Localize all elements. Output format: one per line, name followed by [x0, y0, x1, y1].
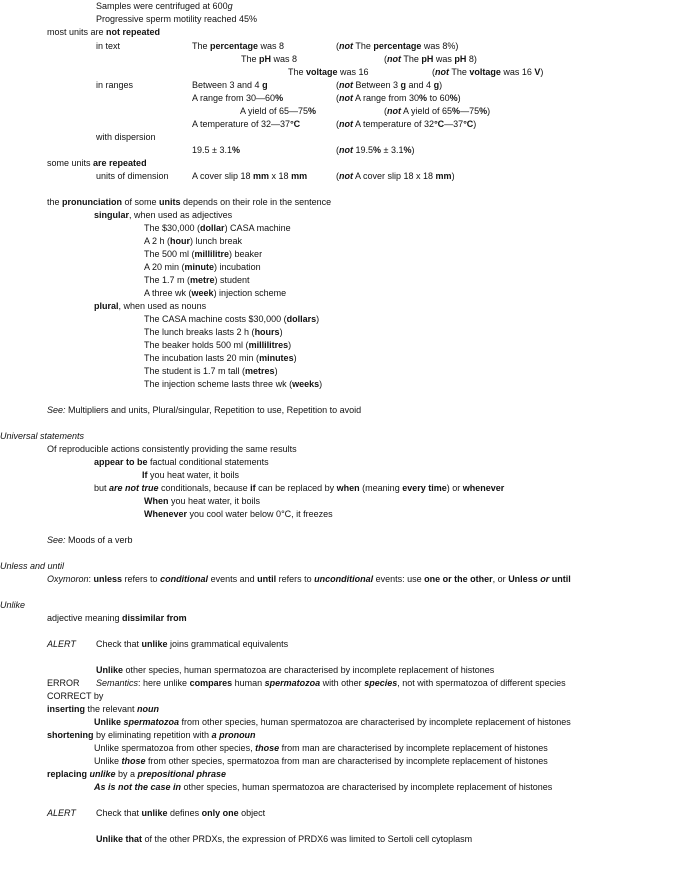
text-run: adjective meaning	[47, 613, 123, 623]
text-run: °C	[463, 119, 474, 129]
text-run: replacing	[47, 769, 90, 779]
text-run: The student is 1.7 m tall (	[144, 366, 246, 376]
text-run: )	[288, 340, 292, 350]
text-line	[144, 288, 286, 299]
text-run: species	[364, 678, 398, 688]
text-line	[96, 80, 133, 91]
text-run: Unlike	[0, 600, 26, 610]
text-run: unlike	[141, 808, 168, 818]
text-run: dollar	[200, 223, 225, 233]
text-line	[336, 119, 476, 130]
text-run: The	[401, 54, 422, 64]
text-run: %	[403, 145, 412, 155]
text-line	[144, 327, 283, 338]
text-line	[336, 145, 415, 156]
text-run: A yield of 65—75	[240, 106, 309, 116]
text-line	[144, 262, 261, 273]
text-line	[0, 561, 64, 572]
text-run: Check that	[96, 639, 142, 649]
text-run: )	[293, 353, 297, 363]
text-run: shortening	[47, 730, 94, 740]
text-run: voltage	[469, 67, 501, 77]
text-run: )	[411, 145, 415, 155]
text-run: a pronoun	[211, 730, 256, 740]
text-run: Multipliers and units, Plural/singular, Repetition to use, Repetition to avoid	[65, 405, 362, 415]
text-run: ALERT	[47, 808, 76, 818]
text-run: If	[142, 470, 148, 480]
text-run: Unless	[508, 574, 541, 584]
text-run: A three wk (	[144, 288, 192, 298]
text-run: of some	[122, 197, 160, 207]
text-run: The beaker holds 500 ml (	[144, 340, 249, 350]
text-run: not	[387, 54, 401, 64]
text-run: pronunciation	[62, 197, 123, 207]
text-run: A range from 30	[353, 93, 420, 103]
text-run: Unlike spermatozoa from other species,	[94, 743, 256, 753]
text-run: week	[191, 288, 214, 298]
text-run: whenever	[462, 483, 505, 493]
text-line	[144, 509, 333, 520]
text-run: A 2 h (	[144, 236, 171, 246]
text-run: spermatozoa	[123, 717, 180, 727]
text-run: are not true	[109, 483, 159, 493]
text-run: mm	[291, 171, 308, 181]
text-line	[192, 93, 283, 104]
text-run: , not with spermatozoa of different species	[397, 678, 566, 688]
text-run: you heat water, it boils	[147, 470, 240, 480]
text-run: )	[473, 119, 477, 129]
text-run: The $30,000 (	[144, 223, 201, 233]
text-run: voltage	[306, 67, 338, 77]
text-line	[47, 158, 147, 169]
text-run: °C	[290, 119, 301, 129]
text-run: one or the other	[424, 574, 493, 584]
text-run: Semantics	[96, 678, 139, 688]
text-run: pH	[454, 54, 467, 64]
text-run: percentage	[210, 41, 259, 51]
text-run: was 16	[500, 67, 535, 77]
text-run: to 60	[427, 93, 450, 103]
text-run: Between 3 and 4	[192, 80, 263, 90]
text-run: g	[262, 80, 268, 90]
text-run: minutes	[259, 353, 294, 363]
text-line	[96, 665, 494, 676]
text-run: 8)	[466, 54, 477, 64]
text-run: mm	[253, 171, 270, 181]
text-run: g	[227, 1, 233, 11]
text-run: The injection scheme lasts three wk (	[144, 379, 293, 389]
text-run: Between 3	[353, 80, 401, 90]
text-run: dissimilar from	[122, 613, 187, 623]
text-run: (	[336, 80, 339, 90]
text-run: (	[384, 54, 387, 64]
text-run: or	[540, 574, 550, 584]
text-run: (	[336, 145, 339, 155]
text-run: %	[449, 93, 458, 103]
text-run: plural	[94, 301, 119, 311]
text-line	[47, 691, 103, 702]
text-run: As is not the case in	[94, 782, 182, 792]
text-line	[47, 535, 133, 546]
text-line	[47, 678, 80, 689]
text-line	[47, 639, 76, 650]
text-line	[47, 704, 159, 715]
text-run: The	[288, 67, 307, 77]
text-line	[96, 834, 472, 845]
text-run: A range from 30—60	[192, 93, 276, 103]
text-run: Unlike that	[96, 834, 143, 844]
text-run: units	[159, 197, 181, 207]
text-line	[0, 600, 25, 611]
text-run: minute	[184, 262, 215, 272]
text-line	[94, 782, 552, 793]
text-run: unlike	[89, 769, 116, 779]
text-run: in text	[96, 41, 121, 51]
text-run: See:	[47, 535, 66, 545]
text-run: ALERT	[47, 639, 76, 649]
text-run: %	[231, 145, 240, 155]
text-line	[47, 613, 187, 624]
text-line	[47, 405, 361, 416]
text-run: Of reproducible actions consistently providing the same results	[47, 444, 297, 454]
text-line	[96, 171, 169, 182]
text-run: from man are characterised by incomplete replacement of histones	[279, 743, 548, 753]
text-run: until	[549, 574, 571, 584]
text-run: the relevant	[85, 704, 138, 714]
text-run: °C	[434, 119, 445, 129]
text-line	[384, 54, 477, 65]
text-line	[192, 171, 307, 182]
text-run: x 18	[269, 171, 292, 181]
text-run: 19.5	[353, 145, 374, 155]
text-run: metre	[190, 275, 215, 285]
text-run: but	[94, 483, 110, 493]
text-run: (meaning	[359, 483, 403, 493]
text-run: , or	[492, 574, 509, 584]
text-run: and 4	[406, 80, 434, 90]
text-line	[47, 197, 331, 208]
text-line	[192, 119, 300, 130]
text-run: The CASA machine costs $30,000 (	[144, 314, 287, 324]
text-line	[94, 756, 548, 767]
text-line	[47, 730, 256, 741]
text-run: ERROR	[47, 678, 80, 688]
text-run: CORRECT by	[47, 691, 104, 701]
text-run: human	[232, 678, 265, 688]
text-run: compares	[189, 678, 233, 688]
text-line	[96, 14, 257, 25]
text-run: mm	[435, 171, 452, 181]
text-run: not	[339, 171, 353, 181]
text-run: pH	[259, 54, 272, 64]
text-line	[96, 41, 120, 52]
text-run: —37	[444, 119, 464, 129]
text-run: weeks	[292, 379, 320, 389]
text-line	[96, 132, 156, 143]
text-run: millilitres	[248, 340, 289, 350]
text-run: millilitre	[194, 249, 230, 259]
text-line	[144, 366, 278, 377]
text-run: when	[336, 483, 360, 493]
text-run: : here unlike	[138, 678, 190, 688]
text-line	[192, 80, 268, 91]
text-run: See:	[47, 405, 66, 415]
text-run: events and	[208, 574, 258, 584]
text-run: some units	[47, 158, 94, 168]
text-run: not	[339, 119, 353, 129]
text-line	[288, 67, 369, 78]
text-run: )	[316, 314, 320, 324]
text-run: units of dimension	[96, 171, 169, 181]
text-run: Progressive sperm motility reached 45%	[96, 14, 258, 24]
text-line	[94, 483, 504, 494]
text-run: The	[241, 54, 260, 64]
text-run: not repeated	[106, 27, 161, 37]
text-run: ± 3.1	[381, 145, 404, 155]
text-line	[432, 67, 543, 78]
text-line	[144, 379, 322, 390]
text-run: )	[451, 171, 455, 181]
text-run: (	[336, 93, 339, 103]
text-run: )	[439, 80, 443, 90]
text-run: conditionals, because	[158, 483, 251, 493]
text-run: Unlike	[94, 756, 122, 766]
text-run: hours	[254, 327, 280, 337]
text-run: with other	[320, 678, 365, 688]
text-run: ) lunch break	[190, 236, 243, 246]
text-run: V	[534, 67, 541, 77]
text-run: until	[257, 574, 277, 584]
text-line	[47, 574, 571, 585]
text-run: depends on their role in the sentence	[180, 197, 332, 207]
text-run: Moods of a verb	[65, 535, 133, 545]
text-run: dollars	[286, 314, 317, 324]
text-run: from other species, human spermatozoa are characterised by incomplete replacement of histones	[179, 717, 571, 727]
text-line	[144, 353, 297, 364]
text-run: object	[238, 808, 266, 818]
text-run: those	[255, 743, 280, 753]
text-run: those	[121, 756, 146, 766]
text-run: percentage	[373, 41, 422, 51]
text-run: factual conditional statements	[147, 457, 269, 467]
text-run: Universal statements	[0, 431, 85, 441]
text-run: )	[274, 366, 278, 376]
text-run: spermatozoa	[264, 678, 321, 688]
text-line	[47, 444, 297, 455]
text-run: pH	[421, 54, 434, 64]
text-run: ) injection scheme	[213, 288, 287, 298]
text-run: events: use	[373, 574, 425, 584]
text-line	[192, 145, 240, 156]
text-run: in ranges	[96, 80, 134, 90]
text-run: Check that	[96, 808, 142, 818]
text-run: The 1.7 m (	[144, 275, 191, 285]
text-run: When	[144, 496, 169, 506]
text-run: was 8	[258, 41, 285, 51]
text-line	[144, 340, 291, 351]
text-run: by a	[115, 769, 138, 779]
text-run: )	[279, 327, 283, 337]
text-run: if	[250, 483, 256, 493]
text-run: inserting	[47, 704, 86, 714]
text-line	[94, 717, 571, 728]
text-run: from other species, spermatozoa from man are characterised by incomplete replacement of histones	[145, 756, 548, 766]
text-run: Samples were centrifuged at 600	[96, 1, 228, 11]
text-run: A yield of 65	[401, 106, 453, 116]
text-run: The 500 ml (	[144, 249, 195, 259]
text-run: %	[373, 145, 382, 155]
text-run: %	[275, 93, 284, 103]
text-run: )	[540, 67, 544, 77]
text-run: , when used as adjectives	[129, 210, 233, 220]
text-run: appear to be	[94, 457, 148, 467]
text-run: can be replaced by	[255, 483, 337, 493]
text-run: by eliminating repetition with	[93, 730, 212, 740]
text-line	[144, 275, 250, 286]
text-run: —75	[460, 106, 480, 116]
text-run: not	[387, 106, 401, 116]
text-line	[144, 249, 262, 260]
text-run: was 8	[271, 54, 298, 64]
text-run: g	[433, 80, 440, 90]
text-run: A temperature of 32	[353, 119, 435, 129]
text-line	[96, 808, 265, 819]
text-run: )	[457, 93, 461, 103]
text-run: not	[339, 145, 353, 155]
text-run: was	[433, 54, 455, 64]
text-line	[144, 223, 291, 234]
text-line	[96, 678, 566, 689]
text-run: was 16	[337, 67, 369, 77]
text-run: defines	[167, 808, 202, 818]
text-run: A temperature of 32—37	[192, 119, 291, 129]
text-run: ) incubation	[214, 262, 261, 272]
text-run: ) beaker	[229, 249, 263, 259]
text-line	[240, 106, 316, 117]
text-run: ) or	[446, 483, 463, 493]
text-run: Unlike	[94, 717, 124, 727]
text-run: prepositional phrase	[137, 769, 227, 779]
text-line	[0, 431, 84, 442]
text-run: other species, human spermatozoa are characterised by incomplete replacement of histones	[123, 665, 495, 675]
text-run: unless	[93, 574, 123, 584]
text-run: with dispersion	[96, 132, 156, 142]
text-run: every time	[402, 483, 447, 493]
text-line	[96, 639, 288, 650]
text-line	[144, 314, 319, 325]
text-run: The	[449, 67, 470, 77]
text-line	[94, 210, 232, 221]
text-run: , when used as nouns	[118, 301, 207, 311]
text-run: of the other PRDXs, the expression of PRDX6 was limited to Sertoli cell cytoplasm	[142, 834, 473, 844]
text-run: ) CASA machine	[224, 223, 291, 233]
text-run: Unless and until	[0, 561, 65, 571]
text-run: most units are	[47, 27, 107, 37]
text-run: are repeated	[93, 158, 147, 168]
text-run: A cover slip 18	[192, 171, 254, 181]
text-run: (	[336, 171, 339, 181]
text-run: hour	[170, 236, 191, 246]
text-line	[94, 743, 548, 754]
text-line	[94, 457, 269, 468]
text-run: :	[88, 574, 94, 584]
text-run: unlike	[141, 639, 168, 649]
text-run: not	[339, 41, 353, 51]
text-run: Whenever	[144, 509, 188, 519]
text-run: The lunch breaks lasts 2 h (	[144, 327, 255, 337]
text-run: other species, human spermatozoa are characterised by incomplete replacement of histones	[181, 782, 553, 792]
text-run: ) student	[214, 275, 250, 285]
text-run: the	[47, 197, 63, 207]
text-run: Unlike	[96, 665, 124, 675]
text-line	[144, 496, 260, 507]
text-run: conditional	[160, 574, 209, 584]
text-run: you cool water below 0°C, it freezes	[187, 509, 333, 519]
text-run: (	[336, 41, 339, 51]
text-line	[336, 80, 442, 91]
text-run: %	[419, 93, 428, 103]
text-line	[384, 106, 490, 117]
text-line	[336, 41, 458, 52]
text-run: unconditional	[314, 574, 374, 584]
text-run: joins grammatical equivalents	[167, 639, 289, 649]
text-run: you heat water, it boils	[168, 496, 261, 506]
text-run: A cover slip 18 x 18	[353, 171, 436, 181]
text-run: was 8%)	[421, 41, 459, 51]
text-run: %	[308, 106, 317, 116]
text-line	[142, 470, 239, 481]
text-run: (	[384, 106, 387, 116]
text-run: not	[339, 93, 353, 103]
text-run: )	[319, 379, 323, 389]
text-line	[336, 171, 455, 182]
text-run: (	[336, 119, 339, 129]
text-run: (	[432, 67, 435, 77]
text-run: only one	[201, 808, 239, 818]
text-line	[241, 54, 297, 65]
text-run: The	[192, 41, 211, 51]
text-run: %	[479, 106, 488, 116]
text-run: refers to	[122, 574, 161, 584]
text-line	[47, 808, 76, 819]
text-run: The incubation lasts 20 min (	[144, 353, 260, 363]
text-line	[94, 301, 206, 312]
text-run: noun	[137, 704, 160, 714]
text-run: )	[487, 106, 491, 116]
text-line	[192, 41, 284, 52]
text-run: not	[435, 67, 449, 77]
text-run: singular	[94, 210, 130, 220]
text-run: The	[353, 41, 374, 51]
text-run: metres	[245, 366, 275, 376]
text-run: 19.5 ± 3.1	[192, 145, 232, 155]
text-line	[144, 236, 242, 247]
text-run: Oxymoron	[47, 574, 89, 584]
text-line	[47, 27, 160, 38]
text-line	[47, 769, 226, 780]
text-run: A 20 min (	[144, 262, 185, 272]
text-run: %	[452, 106, 461, 116]
text-line	[96, 1, 233, 12]
text-run: not	[339, 80, 353, 90]
text-run: g	[400, 80, 407, 90]
text-run: refers to	[276, 574, 315, 584]
text-line	[336, 93, 461, 104]
